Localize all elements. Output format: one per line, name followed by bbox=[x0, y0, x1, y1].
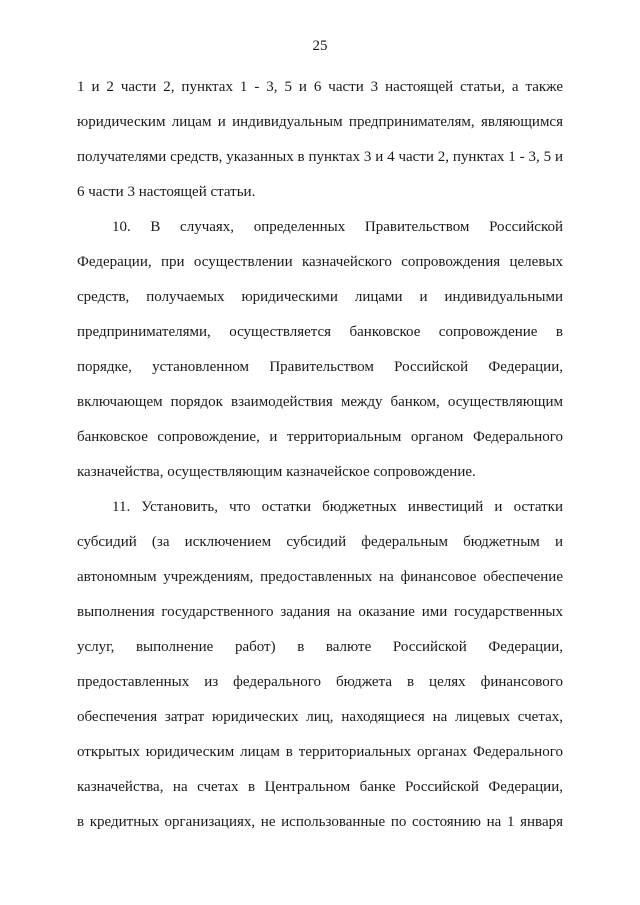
text-line: 11. Установить, что остатки бюджетных инвестиций и остатки bbox=[112, 499, 563, 515]
text-line: порядке, установленном Правительством Российской Федерации, bbox=[77, 359, 563, 375]
text-line: субсидий (за исключением субсидий федеральным бюджетным и bbox=[77, 534, 563, 550]
page-number: 25 bbox=[312, 38, 328, 54]
text-line: в кредитных организациях, не использованные по состоянию на 1 января bbox=[77, 814, 563, 830]
text-line: 1 и 2 части 2, пунктах 1 - 3, 5 и 6 части 3 настоящей статьи, а также bbox=[77, 79, 563, 95]
text-line: казначейства, осуществляющим казначейское сопровождение. bbox=[77, 464, 476, 480]
text-line: 10. В случаях, определенных Правительством Российской bbox=[112, 219, 563, 235]
text-line: Федерации, при осуществлении казначейского сопровождения целевых bbox=[77, 254, 563, 270]
text-line: казначейства, на счетах в Центральном банке Российской Федерации, bbox=[77, 779, 563, 795]
text-line: 6 части 3 настоящей статьи. bbox=[77, 184, 256, 200]
text-line: получателями средств, указанных в пунктах 3 и 4 части 2, пунктах 1 - 3, 5 и bbox=[77, 149, 563, 165]
text-line: предоставленных из федерального бюджета в целях финансового bbox=[77, 674, 563, 690]
text-line: открытых юридическим лицам в территориальных органах Федерального bbox=[77, 744, 563, 760]
text-line: юридическим лицам и индивидуальным предпринимателям, являющимся bbox=[77, 114, 563, 130]
text-line: услуг, выполнение работ) в валюте Российской Федерации, bbox=[77, 639, 563, 655]
text-line: включающем порядок взаимодействия между банком, осуществляющим bbox=[77, 394, 563, 410]
text-line: выполнения государственного задания на оказание ими государственных bbox=[77, 604, 563, 620]
text-line: банковское сопровождение, и территориальным органом Федерального bbox=[77, 429, 563, 445]
text-line: предпринимателями, осуществляется банковское сопровождение в bbox=[77, 324, 563, 340]
text-line: автономным учреждениям, предоставленных на финансовое обеспечение bbox=[77, 569, 563, 585]
text-line: средств, получаемых юридическими лицами и индивидуальными bbox=[77, 289, 563, 305]
text-line: обеспечения затрат юридических лиц, находящиеся на лицевых счетах, bbox=[77, 709, 563, 725]
